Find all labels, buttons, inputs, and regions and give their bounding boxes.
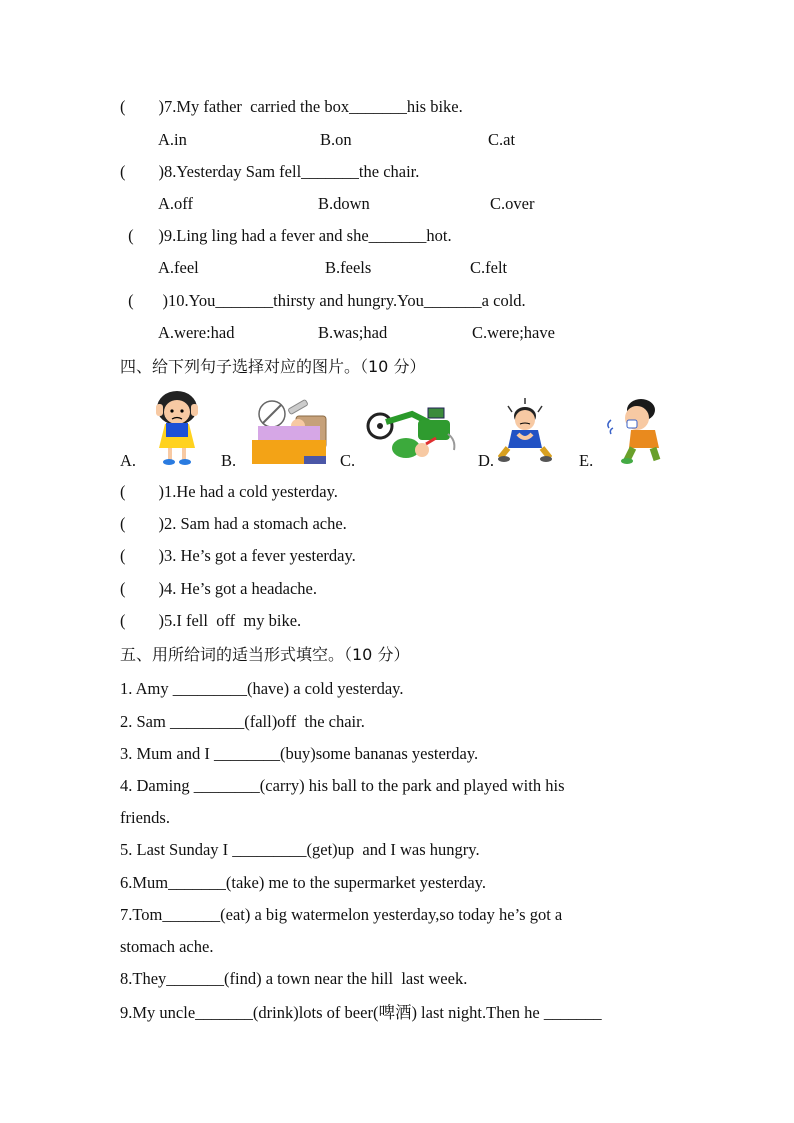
picture-label-b: B.: [221, 451, 237, 470]
section5-line-7: 7.Tom_______(eat) a big watermelon yesterday,so today he’s got a: [120, 905, 563, 924]
picture-a-headache: [148, 390, 206, 466]
picture-c-fell-off-bike: [366, 404, 464, 462]
section5-line-7-cont: stomach ache.: [120, 937, 214, 956]
section4-title: 四、给下列句子选择对应的图片。（10 分）: [120, 357, 426, 376]
section5-line-4: 4. Daming ________(carry) his ball to the park and played with his: [120, 776, 565, 795]
section5-line-8: 8.They_______(find) a town near the hill last week.: [120, 969, 468, 988]
section4-item-2: ( )2. Sam had a stomach ache.: [120, 514, 347, 533]
section5-line-2: 2. Sam _________(fall)off the chair.: [120, 712, 365, 731]
q10-stem: ( )10.You_______thirsty and hungry.You_______a cold.: [124, 291, 526, 310]
picture-label-e: E.: [579, 451, 594, 470]
q7-stem: ( )7.My father carried the box_______his bike.: [120, 97, 463, 116]
section5-title: 五、用所给词的适当形式填空。（10 分）: [120, 645, 410, 664]
picture-label-d: D.: [478, 451, 495, 470]
q8-option-a: A.off: [158, 194, 193, 213]
section4-item-4: ( )4. He’s got a headache.: [120, 579, 318, 598]
q9-option-a: A.feel: [158, 258, 199, 277]
section4-item-5: ( )5.I fell off my bike.: [120, 611, 302, 630]
q10-option-b: B.was;had: [318, 323, 388, 342]
section4-item-1: ( )1.He had a cold yesterday.: [120, 482, 338, 501]
q8-option-c: C.over: [490, 194, 535, 213]
q9-option-c: C.felt: [470, 258, 508, 277]
section5-line-6: 6.Mum_______(take) me to the supermarket yesterday.: [120, 873, 486, 892]
q10-option-c: C.were;have: [472, 323, 555, 342]
q9-stem: ( )9.Ling ling had a fever and she_______hot.: [124, 226, 452, 245]
q9-option-b: B.feels: [325, 258, 372, 277]
q7-option-a: A.in: [158, 130, 187, 149]
q7-option-b: B.on: [320, 130, 352, 149]
q7-option-c: C.at: [488, 130, 516, 149]
picture-e-cold: [605, 396, 665, 464]
section4-item-3: ( )3. He’s got a fever yesterday.: [120, 546, 356, 565]
section5-line-3: 3. Mum and I ________(buy)some bananas yesterday.: [120, 744, 479, 763]
q8-stem: ( )8.Yesterday Sam fell_______the chair.: [120, 162, 420, 181]
picture-label-c: C.: [340, 451, 356, 470]
picture-d-stomach-ache: [498, 398, 552, 464]
picture-label-a: A.: [120, 451, 137, 470]
q8-option-b: B.down: [318, 194, 370, 213]
section5-line-1: 1. Amy _________(have) a cold yesterday.: [120, 679, 404, 698]
section5-line-5: 5. Last Sunday I _________(get)up and I was hungry.: [120, 840, 480, 859]
section5-line-4-cont: friends.: [120, 808, 170, 827]
section5-line-9: 9.My uncle_______(drink)lots of beer(啤酒) last night.Then he _______: [120, 1003, 602, 1022]
picture-b-fever-in-bed: [248, 398, 334, 468]
q10-option-a: A.were:had: [158, 323, 235, 342]
